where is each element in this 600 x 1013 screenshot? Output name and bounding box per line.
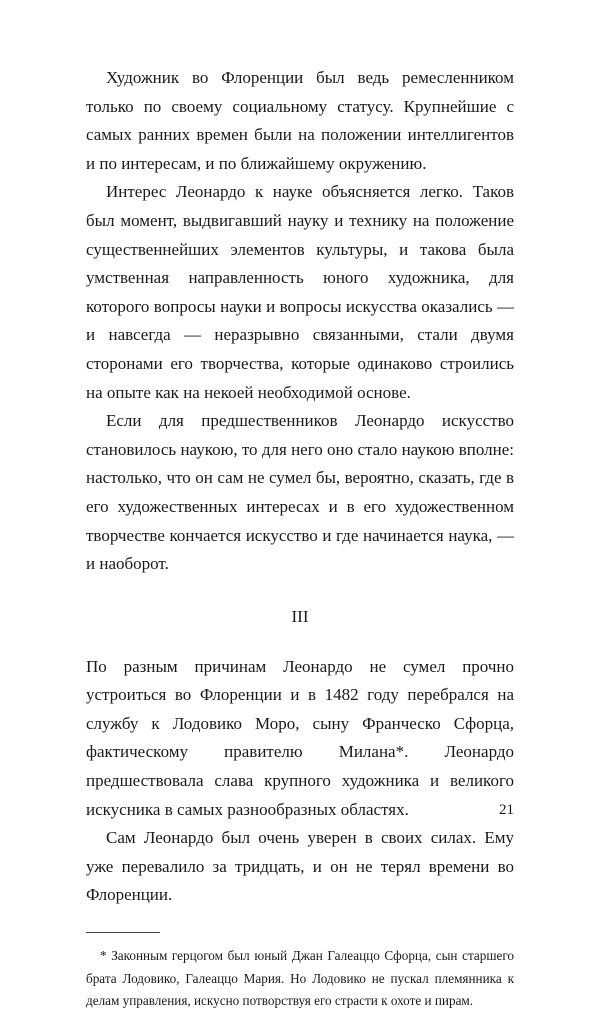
paragraph-interest-in-science: Интерес Леонардо к науке объясняется легко. Таков был момент, выдвигавший науку и технику на положение существеннейших элементов культуры, и такова была умственная направленность юного художника, для которого вопросы науки и вопросы искусства оказались — и навсегда — неразрывно связанными, стали двумя сторонами его творчества, которые одинаково строились на опыте как на некоей необходимой основе. [86,182,514,402]
page-number: 21 [499,802,514,818]
section-heading: III [291,606,309,626]
paragraph-move-to-milan: По разным причинам Леонардо не сумел прочно устроиться во Флоренции и в 1482 году перебрался на службу к Лодовико Моро, сыну Франческо Сфорца, фактическому правителю Милана*. Леонардо предшествовала слава крупного художника и великого искусника в самых разнообразных областях. [86,656,514,819]
footnote: * Законным герцогом был юный Джан Галеаццо Сфорца, сын старшего брата Лодовико, Галеаццо Мария. Но Лодовико не пускал племянника к делам управления, искусно потворствуя его страсти к охоте и пирам. [86,948,514,1009]
paragraph-art-as-science: Если для предшественников Леонардо искусство становилось наукою, то для него оно стало наукою вполне: настолько, что он сам не сумел бы, вероятно, сказать, где в его художественных интересах и в его художественном творчестве кончается искусство и где начинается наука, — и наоборот. [86,411,514,574]
paragraph-artist-status: Художник во Флоренции был ведь ремесленником только по своему социальному статусу. Крупнейшие с самых ранних времен были на положении интеллигентов и по интересам, и по ближайшему окружению. [86,68,514,173]
footnote-divider [86,932,160,933]
book-page [86,64,514,1013]
paragraph-self-confidence: Сам Леонардо был очень уверен в своих силах. Ему уже перевалило за тридцать, и он не терял времени во Флоренции. [86,828,514,905]
